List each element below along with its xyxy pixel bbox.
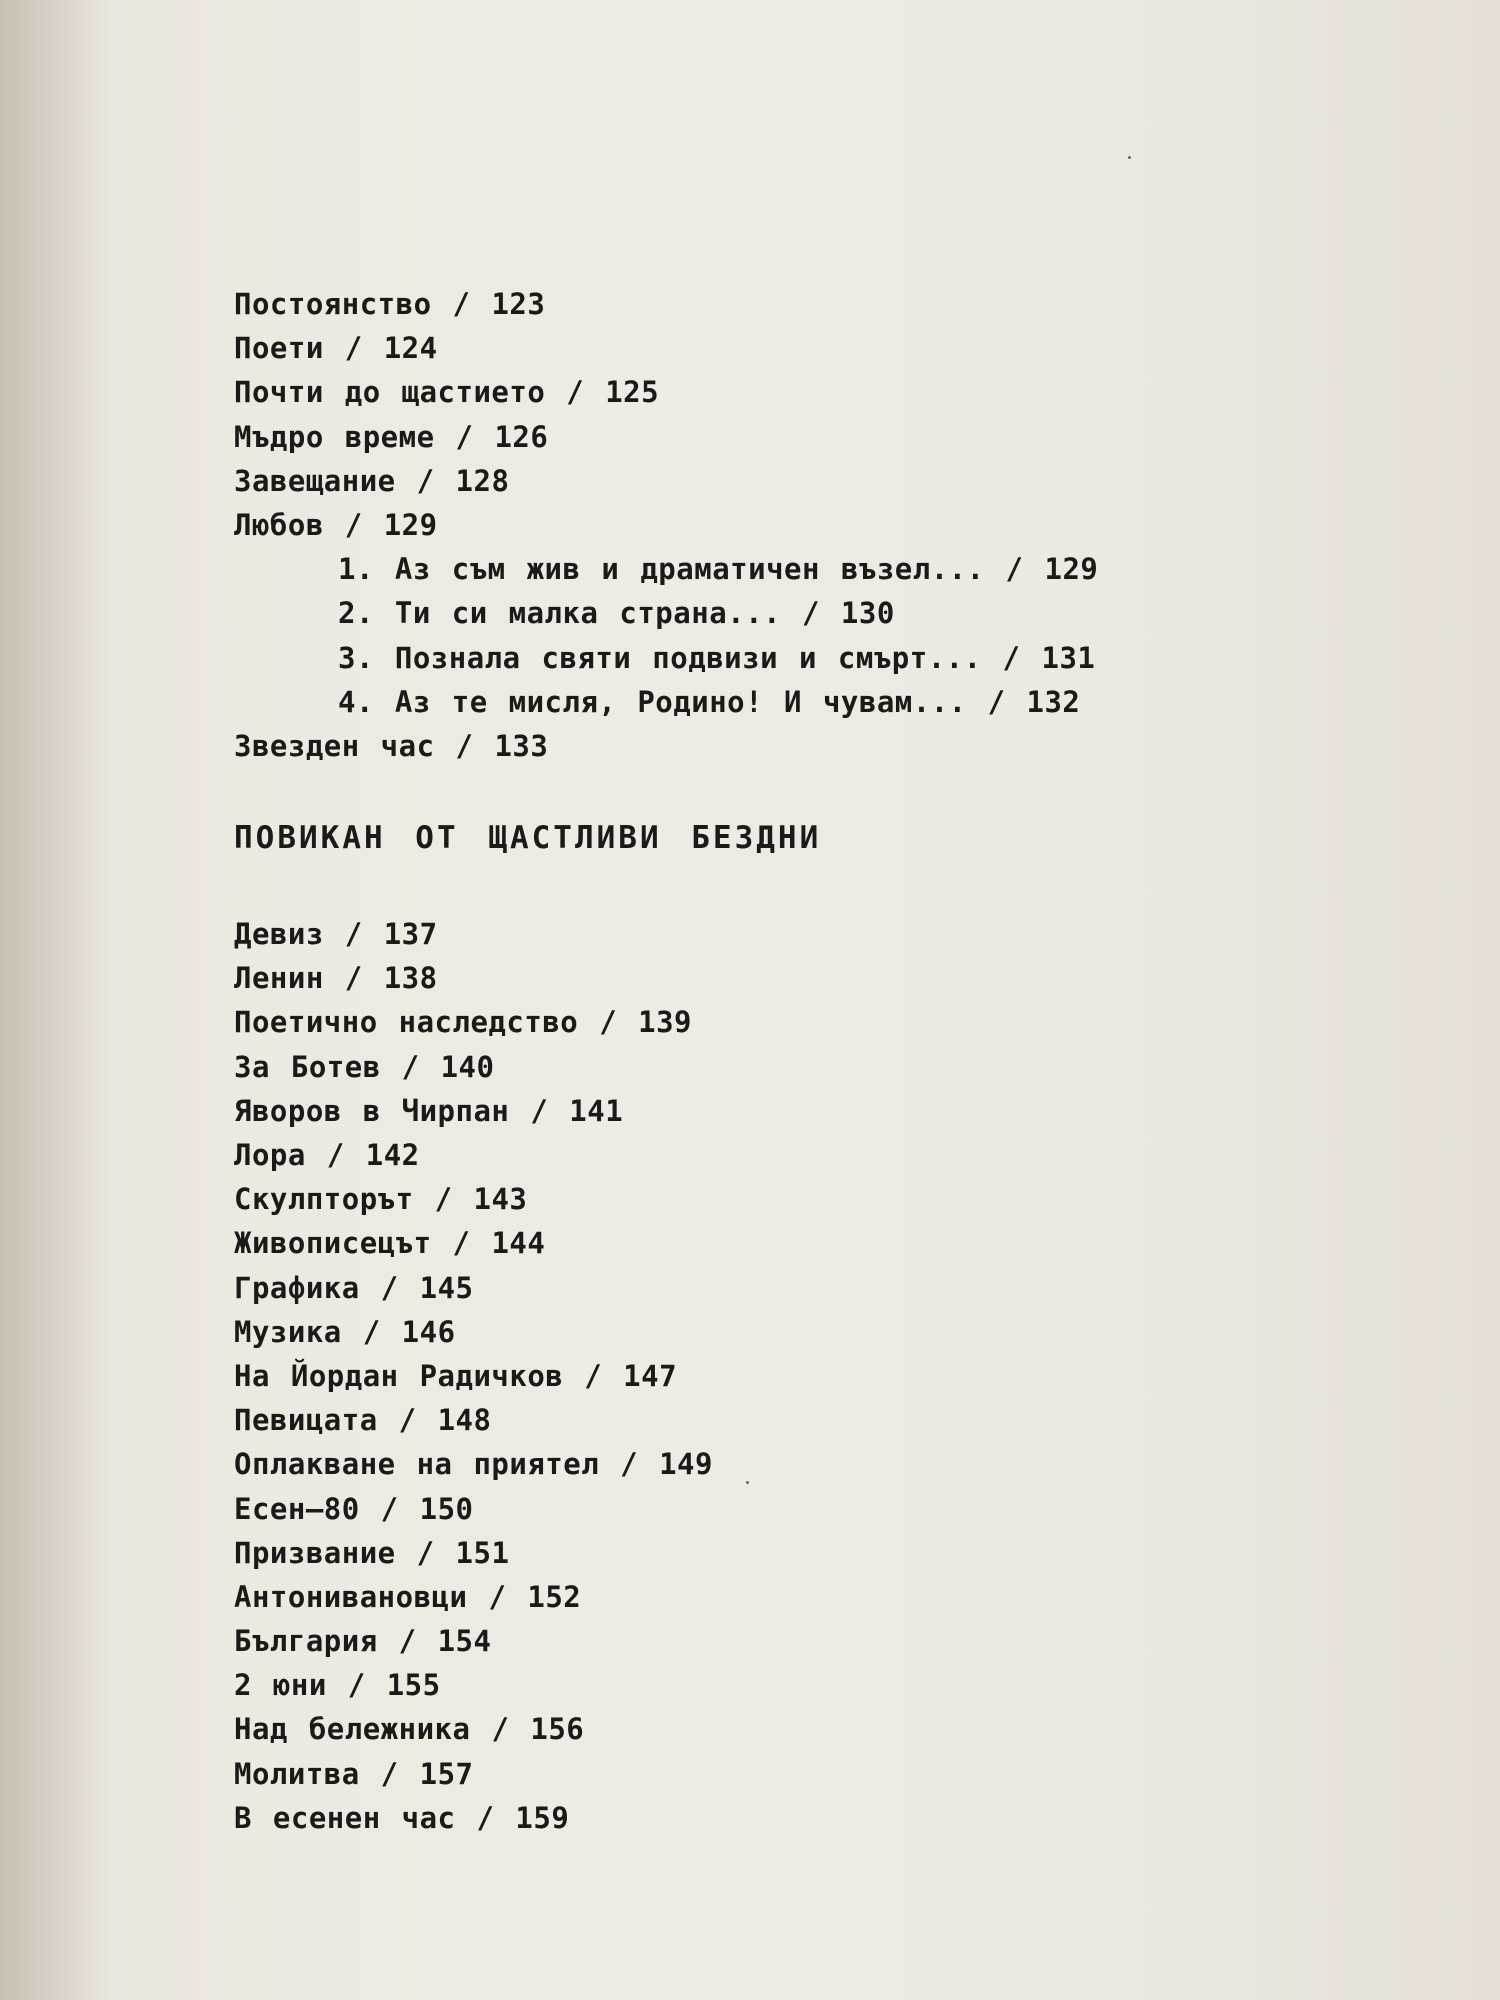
toc-entry [234, 1089, 1384, 1133]
toc-entry [234, 1000, 1384, 1044]
toc-entry [234, 724, 1384, 768]
toc-entry-page: 129 [383, 507, 438, 542]
gutter-shadow [0, 0, 110, 2000]
toc-separator: / [359, 1491, 420, 1526]
toc-entry-page: 146 [401, 1314, 456, 1349]
toc-entry-title: Графика [234, 1270, 360, 1305]
toc-entry [234, 1531, 1384, 1575]
toc-entry [234, 1796, 1384, 1840]
toc-separator: / [563, 1358, 624, 1393]
toc-entry-page: 157 [419, 1756, 474, 1791]
toc-entry-title: Почти до щастието [234, 375, 546, 410]
toc-entry-page: 141 [569, 1093, 624, 1128]
toc-separator: / [599, 1447, 660, 1482]
toc-entry [234, 326, 1384, 370]
toc-entry-page: 151 [455, 1535, 510, 1570]
toc-entry-page: 138 [383, 961, 438, 996]
toc-separator: / [470, 1712, 531, 1747]
toc-entry-page: 142 [365, 1138, 420, 1172]
toc-separator: / [781, 596, 841, 631]
toc-entry [234, 282, 1384, 326]
toc-entry-page: 129 [1044, 552, 1099, 587]
toc-entry-title: Поети [234, 331, 324, 366]
toc-entry [234, 1487, 1384, 1531]
toc-entry-title: Мъдро време [234, 419, 435, 454]
toc-entry-title: Скулпторът [234, 1182, 414, 1217]
toc-entry-title: Над бележника [234, 1712, 471, 1747]
paper-speck [1128, 156, 1131, 159]
toc-separator: / [323, 961, 384, 996]
toc-entry [234, 1177, 1384, 1221]
toc-entry-page: 140 [440, 1049, 495, 1084]
toc-entry [234, 1133, 1384, 1177]
toc-entry [234, 1663, 1384, 1707]
toc-entry [234, 1752, 1384, 1796]
toc-entry-title: 2. Ти си малка страна... [338, 596, 782, 631]
toc-separator: / [323, 917, 384, 952]
toc-entry [234, 547, 1384, 591]
toc-separator: / [545, 375, 606, 410]
toc-entry-page: 130 [840, 596, 895, 631]
toc-entry [234, 459, 1384, 503]
toc-entry [234, 1221, 1384, 1265]
toc-entry [234, 591, 1384, 635]
toc-entry-page: 156 [530, 1712, 585, 1747]
toc-entry-page: 123 [491, 287, 546, 321]
toc-group-section [234, 912, 1384, 1840]
toc-separator: / [509, 1093, 570, 1128]
toc-entry-page: 126 [494, 419, 549, 454]
toc-separator: / [359, 1270, 420, 1305]
toc-entry-page: 128 [455, 463, 510, 498]
toc-entry [234, 912, 1384, 956]
toc-group-main-end [234, 724, 1384, 768]
toc-entry-title: Певицата [234, 1403, 378, 1438]
toc-entry-title: Лора [234, 1138, 306, 1172]
toc-separator: / [434, 419, 495, 454]
toc-entry-page: 144 [491, 1226, 546, 1261]
section-spacer [234, 768, 1384, 812]
toc-entry-title: Завещание [234, 463, 396, 498]
toc-entry-title: Есен—80 [234, 1491, 360, 1526]
toc-entry-title: Девиз [234, 917, 324, 952]
section-heading: ПОВИКАН ОТ ЩАСТЛИВИ БЕЗДНИ [234, 820, 822, 857]
toc-entry [234, 1707, 1384, 1751]
toc-entry-title: Поетично наследство [234, 1005, 579, 1040]
toc-entry-page: 132 [1026, 684, 1081, 719]
toc-separator: / [455, 1800, 516, 1835]
toc-entry [234, 415, 1384, 459]
toc-separator: / [431, 1226, 492, 1261]
toc-entry-page: 149 [659, 1447, 713, 1482]
toc-entry-page: 148 [437, 1403, 492, 1438]
toc-separator: / [323, 331, 384, 366]
toc-entry [234, 1442, 1384, 1486]
toc-entry-page: 125 [605, 375, 660, 410]
toc-separator: / [341, 1314, 402, 1349]
section-spacer [234, 864, 1384, 912]
toc-entry [234, 680, 1384, 724]
toc-entry-title: България [234, 1624, 378, 1659]
toc-entry [234, 503, 1384, 547]
toc-entry-title: Музика [234, 1314, 342, 1349]
toc-entry-title: Яворов в Чирпан [234, 1093, 510, 1128]
toc-separator: / [966, 684, 1027, 719]
toc-entry-page: 155 [386, 1668, 441, 1703]
toc-entry [234, 1354, 1384, 1398]
toc-entry-title: Звезден час [234, 728, 435, 763]
toc-entry-page: 147 [623, 1358, 678, 1393]
toc-separator: / [578, 1005, 639, 1040]
toc-entry-title: 3. Познала святи подвизи и смърт... [338, 640, 982, 675]
toc-entry-title: Молитва [234, 1756, 360, 1791]
toc-entry-title: На Йордан Радичков [234, 1358, 564, 1393]
toc-entry [234, 370, 1384, 414]
toc-entry-page: 145 [419, 1270, 474, 1305]
toc-entry-page: 139 [638, 1005, 693, 1040]
toc-entry-title: Оплакване на приятел [234, 1447, 600, 1482]
table-of-contents [234, 282, 1384, 1840]
toc-entry-page: 143 [473, 1182, 528, 1217]
toc-entry-title: В есенен час [234, 1800, 456, 1835]
toc-separator: / [359, 1756, 420, 1791]
toc-entry [234, 1266, 1384, 1310]
toc-entry [234, 1619, 1384, 1663]
toc-entry [234, 636, 1384, 680]
toc-entry-title: Постоянство [234, 287, 432, 321]
toc-separator: / [395, 1535, 456, 1570]
toc-entry [234, 1398, 1384, 1442]
toc-entry-page: 154 [437, 1624, 492, 1659]
toc-entry [234, 1310, 1384, 1354]
toc-entry-title: Призвание [234, 1535, 396, 1570]
toc-entry [234, 1575, 1384, 1619]
toc-entry [234, 1045, 1384, 1089]
toc-separator: / [377, 1403, 438, 1438]
toc-separator: / [434, 728, 495, 763]
toc-entry-page: 159 [515, 1800, 570, 1835]
toc-entry-page: 124 [383, 331, 438, 366]
toc-entry-title: Антонивановци [234, 1579, 468, 1614]
toc-separator: / [981, 640, 1042, 675]
toc-separator: / [380, 1049, 441, 1084]
toc-entry-title: 2 юни [234, 1668, 327, 1703]
toc-separator: / [377, 1624, 438, 1659]
toc-separator: / [467, 1579, 528, 1614]
toc-entry-page: 137 [383, 917, 438, 952]
toc-separator: / [984, 552, 1045, 587]
toc-entry-title: Живописецът [234, 1226, 432, 1261]
toc-separator: / [413, 1182, 474, 1217]
toc-entry-page: 150 [419, 1491, 474, 1526]
toc-entry-page: 131 [1041, 640, 1096, 675]
toc-entry [234, 956, 1384, 1000]
toc-group-main [234, 282, 1384, 547]
toc-separator: / [323, 507, 384, 542]
toc-entry-title: Любов [234, 507, 324, 542]
toc-separator: / [305, 1138, 366, 1172]
toc-group-love-subpoems [234, 547, 1384, 724]
toc-entry-title: За Ботев [234, 1049, 381, 1084]
toc-separator: / [395, 463, 456, 498]
toc-separator: / [326, 1668, 387, 1703]
toc-entry-page: 133 [494, 728, 549, 763]
toc-entry-page: 152 [527, 1579, 582, 1614]
toc-entry-title: Ленин [234, 961, 324, 996]
toc-entry-title: 4. Аз те мисля, Родино! И чувам... [338, 684, 967, 719]
toc-entry-title: 1. Аз съм жив и драматичен възел... [338, 552, 985, 587]
toc-separator: / [431, 287, 492, 321]
